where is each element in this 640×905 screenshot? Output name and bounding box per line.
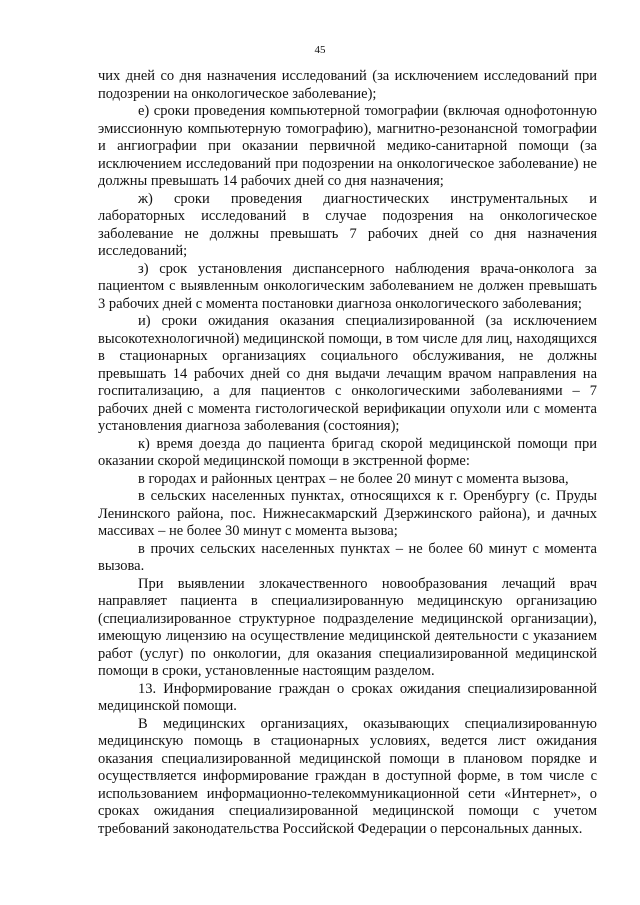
paragraph-item-k: к) время доезда до пациента бригад скорой медицинской помощи при оказании скорой медицинской помощи в экстренной форме:	[98, 435, 597, 469]
paragraph-item-zh: ж) сроки проведения диагностических инструментальных и лабораторных исследований в случае подозрения на онкологическое заболевание не должны превышать 7 рабочих дней со дня назначения исследований;	[98, 190, 597, 259]
paragraph-waiting-list: В медицинских организациях, оказывающих специализированную медицинскую помощь в стационарных условиях, ведется лист ожидания оказания специализированной медицинской помощи в плановом порядке и осуществляется информирование граждан в доступной форме, в том числе с использованием информационно-телекоммуникационной сети «Интернет», о сроках ожидания специализированной медицинской помощи с учетом требований законодательства Российской Федерации о персональных данных.	[98, 715, 597, 837]
paragraph-item-i: и) сроки ожидания оказания специализированной (за исключением высокотехнологичной) медицинской помощи, в том числе для лиц, находящихся в стационарных организациях социального обслуживания, не должны превышать 14 рабочих дней со дня выдачи лечащим врачом направления на госпитализацию, а для пациентов с онкологическими заболеваниями – 7 рабочих дней с момента гистологической верификации опухоли или с момента установления диагноза заболевания (состояния);	[98, 313, 597, 434]
paragraph-other-rural: в прочих сельских населенных пунктах – не более 60 минут с момента вызова.	[98, 540, 597, 574]
page-number: 45	[314, 44, 326, 56]
paragraph-item-z: з) срок установления диспансерного наблюдения врача-онколога за пациентом с выявленным онкологическим заболеванием не должен превышать 3 рабочих дней с момента постановки диагноза онкологического заболевания;	[98, 260, 597, 312]
paragraph-continuation: чих дней со дня назначения исследований (за исключением исследований при подозрении на онкологическое заболевание);	[98, 68, 597, 102]
paragraph-rural-orenburg: в сельских населенных пунктах, относящихся к г. Оренбургу (с. Пруды Ленинского района, пос. Нижнесакмарский Дзержинского района), и дачных массивах – не более 30 минут с момента вызова;	[98, 488, 597, 539]
section-heading-13: 13. Информирование граждан о сроках ожидания специализированной медицинской помощи.	[98, 680, 597, 714]
paragraph-oncology-referral: При выявлении злокачественного новообразования лечащий врач направляет пациента в специализированную медицинскую организацию (специализированное структурное подразделение медицинской организации), имеющую лицензию на осуществление медицинской деятельности с указанием работ (услуг) по онкологии, для оказания специализированной медицинской помощи в сроки, установленные настоящим разделом.	[98, 575, 597, 679]
paragraph-item-e: е) сроки проведения компьютерной томографии (включая однофотонную эмиссионную компьютерную томографию), магнитно-резонансной томографии и ангиографии при оказании первичной медико-санитарной помощи (за исключением исследований при подозрении на онкологическое заболевание) не должны превышать 14 рабочих дней со дня назначения;	[98, 103, 597, 189]
document-body	[98, 68, 597, 838]
paragraph-cities: в городах и районных центрах – не более 20 минут с момента вызова,	[138, 470, 569, 487]
